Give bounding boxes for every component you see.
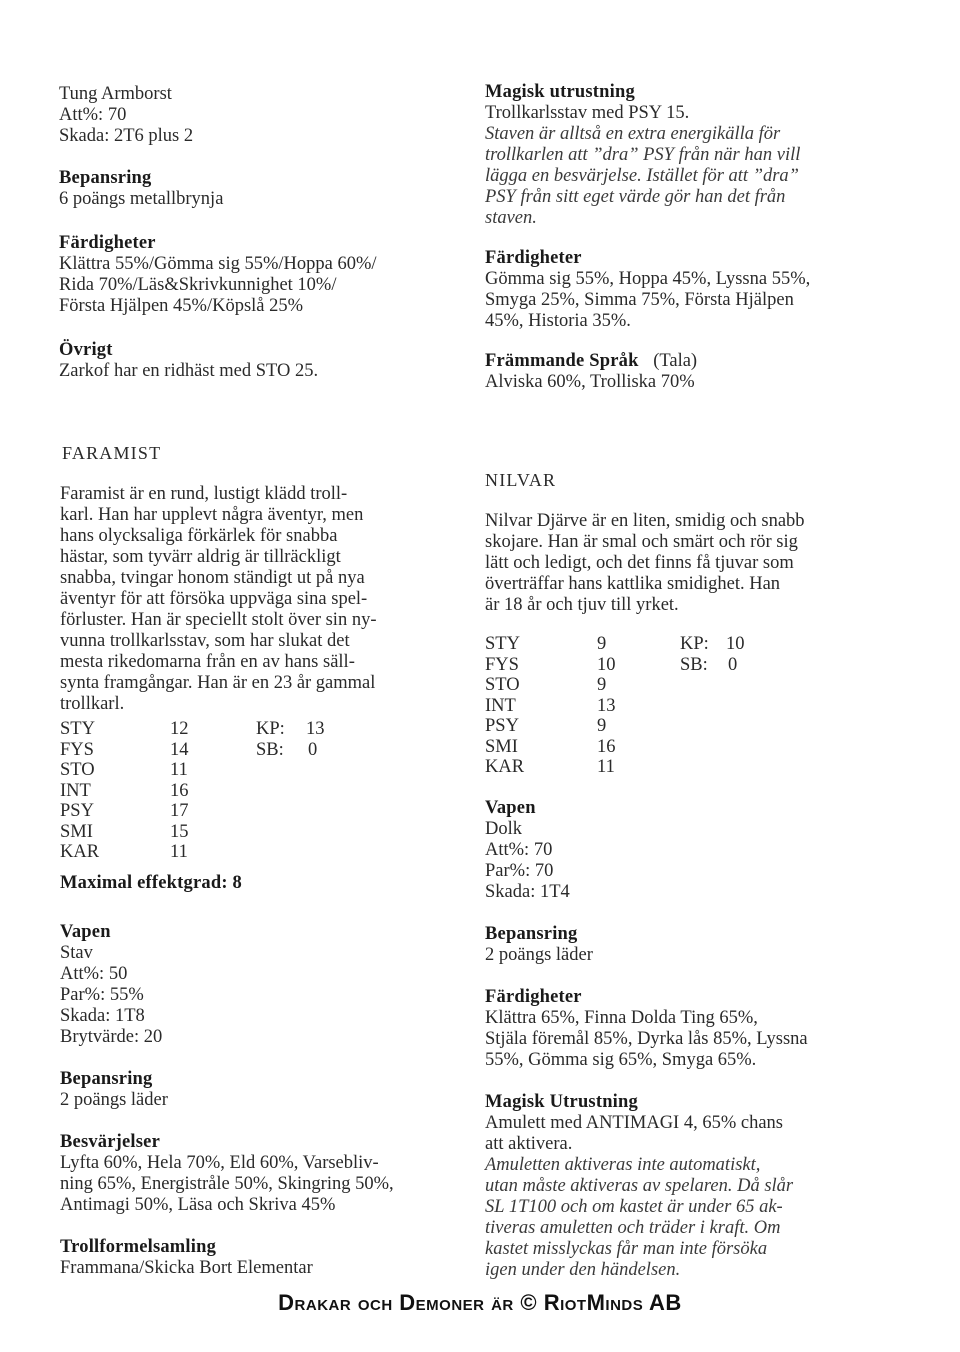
- desc-line: mesta rikedomarna från en av hans säll-: [60, 652, 355, 672]
- desc-line: vunna trollkarlsstav, som har slukat det: [60, 631, 350, 651]
- weapon-line: Par%: 55%: [60, 985, 144, 1005]
- magic-desc-line: SL 1T100 och om kastet är under 65 ak-: [485, 1197, 783, 1217]
- stat-row: [485, 655, 785, 676]
- stat-row: [60, 760, 360, 781]
- language-line: Alviska 60%, Trolliska 70%: [485, 372, 695, 392]
- stat-row: [60, 822, 360, 843]
- max-effect: Maximal effektgrad: 8: [60, 873, 242, 893]
- stat-key: SMI: [485, 736, 518, 757]
- magic-desc-line: Amuletten aktiveras inte automatiskt,: [485, 1155, 761, 1175]
- stat-key: STO: [60, 760, 95, 780]
- stat-value: 13: [306, 719, 325, 739]
- magic-desc-line: kastet misslyckas får man inte försöka: [485, 1239, 768, 1259]
- stat-value: 10: [726, 634, 745, 654]
- magic-line: Trollkarlsstav med PSY 15.: [485, 103, 690, 123]
- magic-heading: Magisk utrustning: [485, 82, 635, 102]
- stat-value: 11: [170, 842, 188, 862]
- nilvar-description: [485, 511, 805, 616]
- stat-key: SMI: [60, 821, 93, 842]
- desc-line: skojare. Han är smal och smärt och rör sig: [485, 532, 798, 552]
- armor-heading: Bepansring: [60, 1069, 153, 1089]
- weapon-line: Brytvärde: 20: [60, 1027, 163, 1047]
- stat-row: [60, 719, 360, 740]
- desc-line: är 18 år och tjuv till yrket.: [485, 595, 679, 615]
- magic-heading: Magisk Utrustning: [485, 1092, 638, 1112]
- magic-desc-line: igen under den händelsen.: [485, 1260, 681, 1280]
- stat-row: [485, 634, 785, 655]
- weapon-line: Skada: 1T4: [485, 882, 570, 902]
- stat-key: PSY: [60, 801, 94, 821]
- magic-desc-line: lägga en besvärjelse. Istället för att ”dra”: [485, 166, 799, 186]
- stat-key: STY: [60, 719, 95, 739]
- weapon-line: Dolk: [485, 819, 522, 839]
- stat-value: 9: [597, 675, 607, 695]
- armor-heading: Bepansring: [485, 924, 578, 944]
- stat-key: FYS: [485, 654, 519, 675]
- desc-line: överträffar hans kattlika smidighet. Han: [485, 574, 781, 594]
- weapon-line: Tung Armborst: [59, 84, 172, 104]
- stat-row: [60, 801, 360, 822]
- armor-heading: Bepansring: [59, 168, 152, 188]
- desc-line: synta framgångar. Han är en 23 år gammal: [60, 673, 376, 693]
- magic-desc-line: PSY från sitt eget värde gör han det från: [485, 187, 786, 207]
- stat-value: 15: [170, 821, 189, 842]
- magic-desc-line: utan måste aktiveras av spelaren. Då slår: [485, 1176, 794, 1196]
- magic-line: att aktivera.: [485, 1134, 573, 1154]
- desc-line: förluster. Han är speciellt stolt över sin ny-: [60, 610, 377, 630]
- stat-row: [60, 740, 360, 761]
- stat-value: 9: [597, 634, 607, 654]
- faramist-name: FARAMIST: [62, 443, 162, 463]
- desc-line: lätt och ledigt, och det finns få tjuvar som: [485, 553, 794, 573]
- stat-value: 9: [597, 716, 607, 736]
- armor-line: 6 poängs metallbrynja: [59, 189, 224, 209]
- language-note: (Tala): [653, 351, 698, 371]
- skills-heading: Färdigheter: [59, 233, 156, 253]
- nilvar-stats: [485, 634, 785, 778]
- stat-key: KP:: [680, 634, 709, 654]
- stat-key: STO: [485, 675, 520, 695]
- weapon-line: Att%: 70: [485, 840, 553, 860]
- stat-key: SB:: [256, 739, 284, 760]
- weapon-line: Skada: 1T8: [60, 1006, 145, 1026]
- armor-line: 2 poängs läder: [485, 945, 593, 965]
- stat-row: [485, 675, 785, 696]
- skills-line: Klättra 55%/Gömma sig 55%/Hoppa 60%/: [59, 254, 377, 274]
- stat-row: [485, 696, 785, 717]
- desc-line: hans olycksaliga förkärlek för snabba: [60, 526, 338, 546]
- copyright-footer: Drakar och Demoner är © RiotMinds AB: [278, 1290, 682, 1315]
- spells-line: Antimagi 50%, Läsa och Skriva 45%: [60, 1195, 336, 1215]
- nilvar-name: NILVAR: [485, 470, 557, 490]
- nilvar-gear: [485, 798, 808, 1281]
- spellbook-line: Frammana/Skicka Bort Elementar: [60, 1258, 313, 1278]
- magic-desc-line: tiveras amuletten och träder i kraft. Om: [485, 1218, 781, 1238]
- other-heading: Övrigt: [59, 340, 113, 360]
- stat-key: FYS: [60, 739, 94, 760]
- left-top-block: [59, 84, 377, 382]
- stat-key: PSY: [485, 716, 519, 736]
- stat-row: [485, 716, 785, 737]
- skills-line: 55%, Gömma sig 65%, Smyga 65%.: [485, 1050, 757, 1070]
- skills-line: Stjäla föremål 85%, Dyrka lås 85%, Lyssna: [485, 1029, 808, 1049]
- stat-row: [60, 842, 360, 863]
- stat-value: 16: [597, 736, 616, 757]
- stat-key: STY: [485, 634, 520, 654]
- desc-line: snabba, tvingar honom ständigt ut på nya: [60, 568, 365, 588]
- skills-line: Rida 70%/Läs&Skrivkunnighet 10%/: [59, 275, 337, 295]
- faramist-description: [60, 484, 376, 715]
- stat-key: KAR: [485, 757, 525, 777]
- skills-heading: Färdigheter: [485, 987, 582, 1007]
- weapon-line: Skada: 2T6 plus 2: [59, 126, 194, 146]
- stat-value: 13: [597, 695, 616, 716]
- skills-heading: Färdigheter: [485, 248, 582, 268]
- weapon-heading: Vapen: [60, 922, 111, 942]
- language-heading-row: [485, 351, 810, 372]
- spells-heading: Besvärjelser: [60, 1132, 160, 1152]
- faramist-gear: [60, 922, 394, 1279]
- stat-value: 0: [728, 654, 738, 675]
- stat-value: 17: [170, 801, 189, 821]
- weapon-line: Att%: 70: [59, 105, 127, 125]
- stat-value: 11: [170, 760, 188, 780]
- magic-desc-line: Staven är alltså en extra energikälla för: [485, 124, 781, 144]
- desc-line: hästar, som tyvärr aldrig är tillräckligt: [60, 547, 341, 567]
- other-line: Zarkof har en ridhäst med STO 25.: [59, 361, 319, 381]
- weapon-line: Stav: [60, 943, 93, 963]
- skills-line: Smyga 25%, Simma 75%, Första Hjälpen: [485, 290, 794, 310]
- desc-line: Faramist är en rund, lustigt klädd troll-: [60, 484, 348, 504]
- stat-key: SB:: [680, 654, 708, 675]
- spells-line: ning 65%, Energistråle 50%, Skingring 50%,: [60, 1174, 394, 1194]
- stat-row: [485, 737, 785, 758]
- weapon-heading: Vapen: [485, 798, 536, 818]
- spells-line: Lyfta 60%, Hela 70%, Eld 60%, Varsebliv-: [60, 1153, 379, 1173]
- desc-line: äventyr för att försöka uppväga sina spel-: [60, 589, 368, 609]
- stat-row: [485, 757, 785, 778]
- stat-key: INT: [60, 780, 91, 801]
- stat-value: 14: [170, 739, 189, 760]
- stat-key: INT: [485, 695, 516, 716]
- stat-value: 0: [308, 739, 318, 760]
- stat-key: KP:: [256, 719, 285, 739]
- stat-key: KAR: [60, 842, 100, 862]
- magic-desc-line: staven.: [485, 208, 537, 228]
- faramist-stats: [60, 719, 360, 863]
- magic-desc-line: trollkarlen att ”dra” PSY från när han vill: [485, 145, 801, 165]
- language-heading: Främmande Språk: [485, 351, 639, 371]
- desc-line: trollkarl.: [60, 694, 125, 714]
- desc-line: Nilvar Djärve är en liten, smidig och snabb: [485, 511, 805, 531]
- right-top-block: [485, 82, 810, 393]
- magic-line: Amulett med ANTIMAGI 4, 65% chans: [485, 1113, 784, 1133]
- weapon-line: Par%: 70: [485, 861, 554, 881]
- spellbook-heading: Trollformelsamling: [60, 1237, 217, 1257]
- stat-row: [60, 781, 360, 802]
- armor-line: 2 poängs läder: [60, 1090, 168, 1110]
- skills-line: Klättra 65%, Finna Dolda Ting 65%,: [485, 1008, 758, 1028]
- desc-line: karl. Han har upplevt några äventyr, men: [60, 505, 364, 525]
- stat-value: 10: [597, 654, 616, 675]
- skills-line: 45%, Historia 35%.: [485, 311, 631, 331]
- stat-value: 11: [597, 757, 615, 777]
- skills-line: Gömma sig 55%, Hoppa 45%, Lyssna 55%,: [485, 269, 811, 289]
- skills-line: Första Hjälpen 45%/Köpslå 25%: [59, 296, 304, 316]
- weapon-line: Att%: 50: [60, 964, 128, 984]
- stat-value: 12: [170, 719, 189, 739]
- stat-value: 16: [170, 780, 189, 801]
